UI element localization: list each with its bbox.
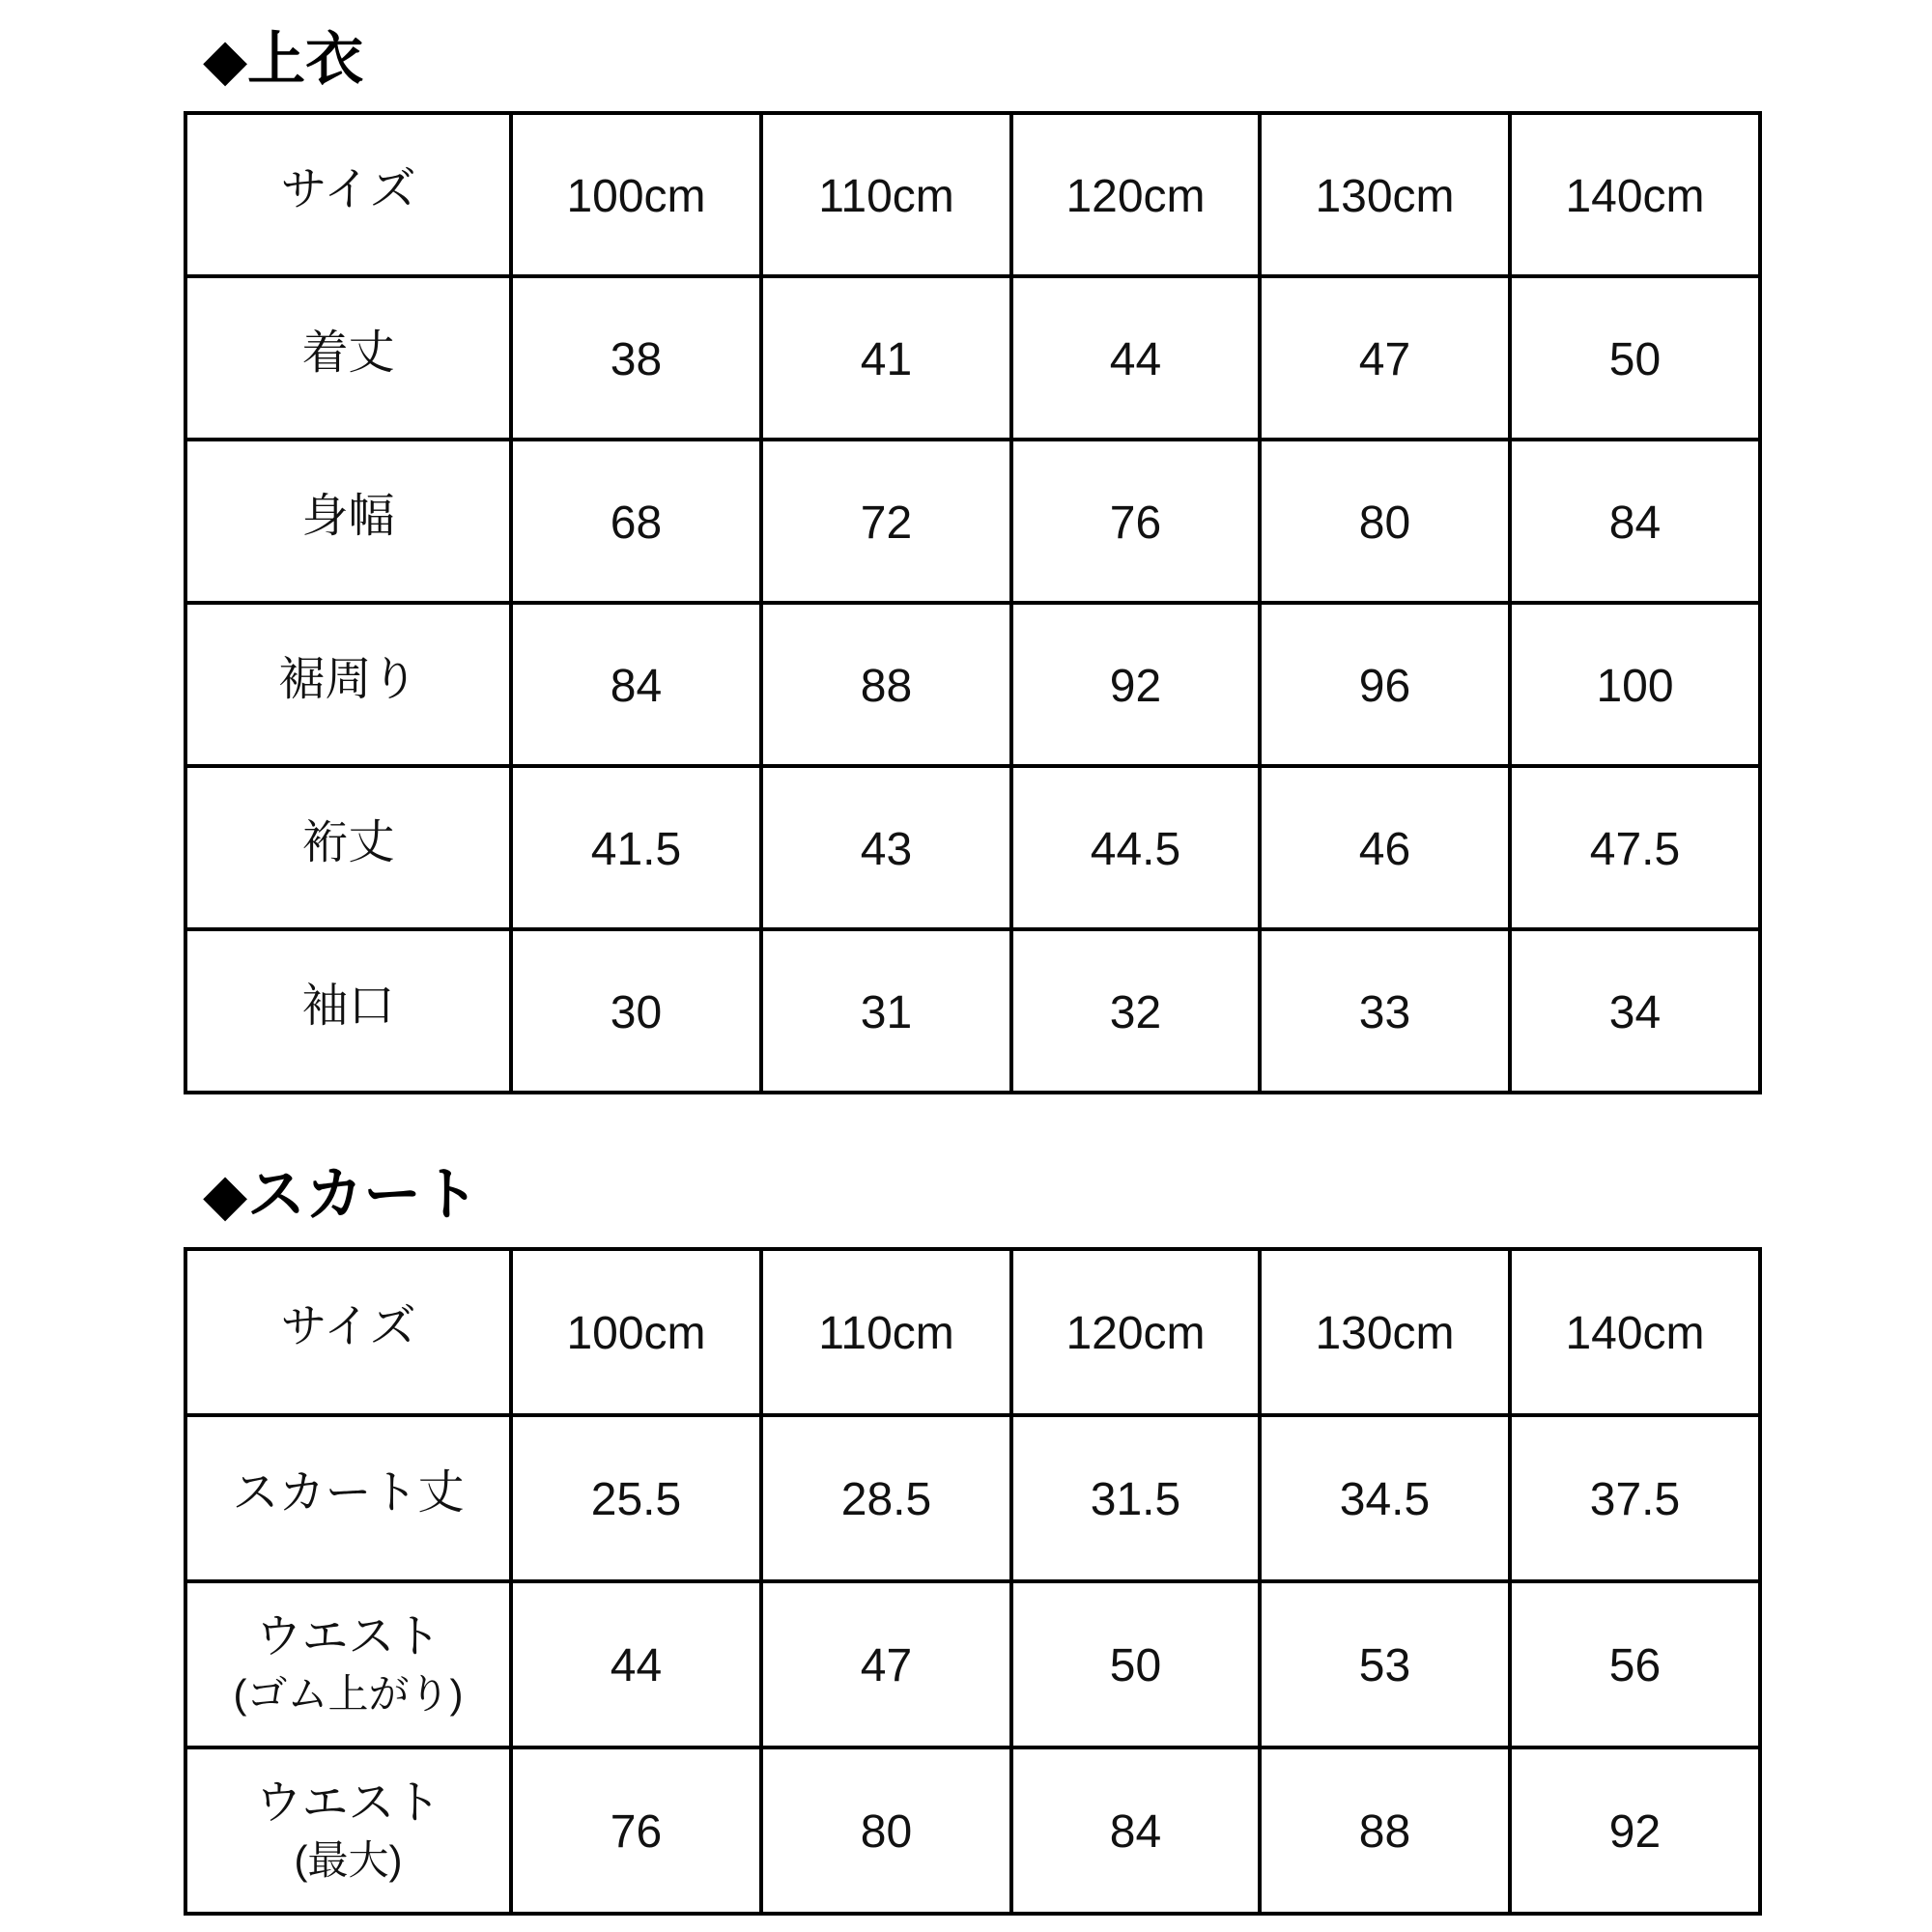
header-label: サイズ <box>280 1301 416 1353</box>
value-cell <box>513 441 763 605</box>
row-label-cell <box>187 1583 513 1749</box>
table-row <box>187 768 1762 931</box>
table-row <box>187 931 1762 1094</box>
value: 43 <box>860 823 913 875</box>
value-cell <box>763 1749 1013 1916</box>
row-label: 身幅 <box>301 490 395 542</box>
row-label: ウエスト <box>255 1777 441 1830</box>
skirt-section-heading: ◆スカート <box>203 1161 480 1229</box>
value-cell <box>1013 1417 1262 1583</box>
value: 25.5 <box>590 1474 682 1526</box>
value-cell <box>1262 441 1512 605</box>
row-label: スカート丈 <box>232 1467 465 1520</box>
value: 84 <box>1608 497 1662 549</box>
value-cell <box>1512 1749 1762 1916</box>
value-cell <box>513 1417 763 1583</box>
table-row <box>187 441 1762 605</box>
size-header-cell <box>1262 115 1512 278</box>
value: 46 <box>1358 823 1411 875</box>
value-cell <box>513 1749 763 1916</box>
size-header: 110cm <box>818 1308 954 1360</box>
row-label: ウエスト <box>255 1611 441 1663</box>
value-cell <box>763 441 1013 605</box>
value-cell <box>1013 605 1262 768</box>
value: 47 <box>860 1640 913 1692</box>
value-cell <box>513 605 763 768</box>
value-cell <box>1262 605 1512 768</box>
header-label: サイズ <box>280 163 416 215</box>
value: 34 <box>1608 986 1662 1038</box>
value: 41 <box>860 333 913 385</box>
value-cell <box>1512 768 1762 931</box>
value: 92 <box>1109 660 1162 712</box>
table-header-row <box>187 1251 1762 1417</box>
size-header-cell <box>1512 115 1762 278</box>
size-header: 110cm <box>818 170 954 222</box>
value-cell <box>763 605 1013 768</box>
value: 32 <box>1109 986 1162 1038</box>
row-sublabel: (ゴム上がり) <box>233 1671 464 1718</box>
table-header-row <box>187 115 1762 278</box>
value: 76 <box>1109 497 1162 549</box>
size-header: 120cm <box>1065 1308 1206 1360</box>
row-label-cell <box>187 278 513 441</box>
row-label-cell <box>187 605 513 768</box>
size-header-cell <box>513 1251 763 1417</box>
value: 88 <box>860 660 913 712</box>
value-cell <box>1013 1583 1262 1749</box>
value-cell <box>1013 278 1262 441</box>
row-label: 袖口 <box>301 980 395 1032</box>
size-header-cell <box>1013 1251 1262 1417</box>
value: 92 <box>1608 1806 1662 1859</box>
value-cell <box>1013 768 1262 931</box>
value-cell <box>1512 931 1762 1094</box>
value: 47.5 <box>1589 823 1681 875</box>
header-label-cell <box>187 115 513 278</box>
value-cell <box>1013 441 1262 605</box>
value: 76 <box>610 1806 663 1859</box>
value: 31 <box>860 986 913 1038</box>
value-cell <box>1262 768 1512 931</box>
value-cell <box>1262 278 1512 441</box>
value: 96 <box>1358 660 1411 712</box>
value: 50 <box>1109 1640 1162 1692</box>
value-cell <box>1013 1749 1262 1916</box>
value: 84 <box>610 660 663 712</box>
table-row <box>187 278 1762 441</box>
value-cell <box>513 931 763 1094</box>
value-cell <box>1262 1417 1512 1583</box>
row-sublabel: (最大) <box>294 1837 403 1884</box>
value: 80 <box>1358 497 1411 549</box>
value-cell <box>1512 605 1762 768</box>
value-cell <box>1013 931 1262 1094</box>
value-cell <box>513 278 763 441</box>
row-label-cell <box>187 768 513 931</box>
value: 56 <box>1608 1640 1662 1692</box>
value: 80 <box>860 1806 913 1859</box>
value-cell <box>763 1417 1013 1583</box>
row-label-cell <box>187 931 513 1094</box>
value-cell <box>513 1583 763 1749</box>
size-header: 100cm <box>566 1308 706 1360</box>
value: 44.5 <box>1090 823 1181 875</box>
value-cell <box>763 278 1013 441</box>
value: 88 <box>1358 1806 1411 1859</box>
value-cell <box>763 1583 1013 1749</box>
value-cell <box>1262 1583 1512 1749</box>
value: 44 <box>1109 333 1162 385</box>
value: 28.5 <box>840 1474 932 1526</box>
size-header: 140cm <box>1565 1308 1705 1360</box>
value-cell <box>1512 1417 1762 1583</box>
value-cell <box>1262 1749 1512 1916</box>
value: 47 <box>1358 333 1411 385</box>
size-header: 140cm <box>1565 170 1705 222</box>
value: 34.5 <box>1339 1474 1431 1526</box>
size-header-cell <box>1512 1251 1762 1417</box>
value: 72 <box>860 497 913 549</box>
value: 31.5 <box>1090 1474 1181 1526</box>
table-row <box>187 1583 1762 1749</box>
value-cell <box>1512 441 1762 605</box>
row-label-cell <box>187 1749 513 1916</box>
value: 50 <box>1608 333 1662 385</box>
value: 38 <box>610 333 663 385</box>
value-cell <box>513 768 763 931</box>
table-row <box>187 605 1762 768</box>
table-row <box>187 1417 1762 1583</box>
size-header: 130cm <box>1315 170 1455 222</box>
upper-section-heading: ◆上衣 <box>203 26 364 94</box>
row-label: 裾周り <box>278 653 418 705</box>
size-header-cell <box>513 115 763 278</box>
value-cell <box>763 768 1013 931</box>
size-header: 120cm <box>1065 170 1206 222</box>
size-header-cell <box>1262 1251 1512 1417</box>
value: 37.5 <box>1589 1474 1681 1526</box>
value-cell <box>763 931 1013 1094</box>
value: 68 <box>610 497 663 549</box>
value: 84 <box>1109 1806 1162 1859</box>
value: 41.5 <box>590 823 682 875</box>
row-label: 着丈 <box>301 327 395 379</box>
value: 100 <box>1596 660 1674 712</box>
table-row <box>187 1749 1762 1916</box>
value-cell <box>1512 1583 1762 1749</box>
size-header-cell <box>1013 115 1262 278</box>
size-header: 100cm <box>566 170 706 222</box>
size-header: 130cm <box>1315 1308 1455 1360</box>
value: 30 <box>610 986 663 1038</box>
value: 33 <box>1358 986 1411 1038</box>
row-label: 裄丈 <box>301 816 395 868</box>
value-cell <box>1262 931 1512 1094</box>
row-label-cell <box>187 1417 513 1583</box>
size-header-cell <box>763 1251 1013 1417</box>
value: 44 <box>610 1640 663 1692</box>
size-header-cell <box>763 115 1013 278</box>
header-label-cell <box>187 1251 513 1417</box>
upper-size-table <box>184 111 1762 1094</box>
value-cell <box>1512 278 1762 441</box>
value: 53 <box>1358 1640 1411 1692</box>
row-label-cell <box>187 441 513 605</box>
skirt-size-table <box>184 1247 1762 1916</box>
